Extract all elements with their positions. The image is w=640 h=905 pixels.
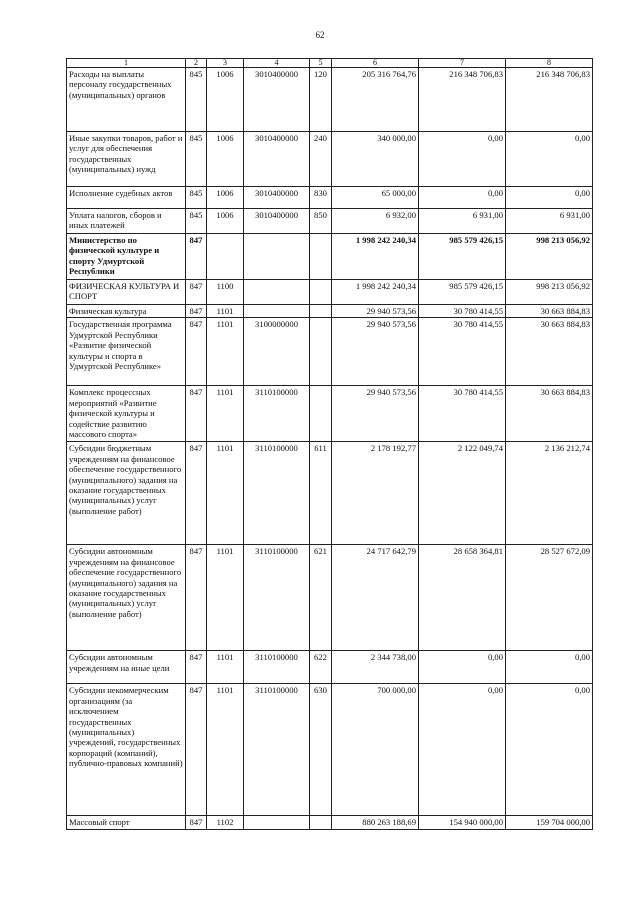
amount-cell: 154 940 000,00 bbox=[419, 816, 506, 829]
section-code-cell: 1101 bbox=[207, 545, 244, 651]
ministry-code-cell: 845 bbox=[186, 209, 207, 234]
amount-cell: 0,00 bbox=[419, 651, 506, 684]
target-article-cell: 3010400000 bbox=[244, 132, 310, 187]
ministry-code-cell: 845 bbox=[186, 187, 207, 209]
amount-cell: 29 940 573,56 bbox=[332, 305, 419, 318]
row-name-cell: Субсидии автономным учреждениям на иные цели bbox=[67, 651, 186, 684]
target-article-cell bbox=[244, 816, 310, 829]
row-name-cell: Государственная программа Удмуртской Республики «Развитие физической культуры и спорта в Удмуртской Республике» bbox=[67, 318, 186, 386]
amount-cell: 30 780 414,55 bbox=[419, 386, 506, 442]
target-article-cell bbox=[244, 305, 310, 318]
table-row bbox=[67, 816, 593, 829]
table-row bbox=[67, 280, 593, 305]
row-name-cell: Физическая культура bbox=[67, 305, 186, 318]
header-cell: 8 bbox=[506, 59, 593, 68]
section-code-cell: 1006 bbox=[207, 68, 244, 132]
amount-cell: 700 000,00 bbox=[332, 684, 419, 816]
table-row bbox=[67, 651, 593, 684]
amount-cell: 29 940 573,56 bbox=[332, 318, 419, 386]
section-code-cell: 1101 bbox=[207, 386, 244, 442]
target-article-cell bbox=[244, 280, 310, 305]
amount-cell: 2 122 049,74 bbox=[419, 442, 506, 545]
amount-cell: 985 579 426,15 bbox=[419, 234, 506, 280]
expense-type-cell: 630 bbox=[310, 684, 332, 816]
section-code-cell: 1101 bbox=[207, 684, 244, 816]
amount-cell: 6 932,00 bbox=[332, 209, 419, 234]
amount-cell: 998 213 056,92 bbox=[506, 280, 593, 305]
amount-cell: 998 213 056,92 bbox=[506, 234, 593, 280]
header-cell: 5 bbox=[310, 59, 332, 68]
amount-cell: 30 663 884,83 bbox=[506, 386, 593, 442]
ministry-code-cell: 847 bbox=[186, 280, 207, 305]
amount-cell: 29 940 573,56 bbox=[332, 386, 419, 442]
table-row bbox=[67, 209, 593, 234]
budget-table bbox=[66, 58, 593, 830]
ministry-code-cell: 847 bbox=[186, 442, 207, 545]
section-code-cell bbox=[207, 234, 244, 280]
amount-cell: 2 178 192,77 bbox=[332, 442, 419, 545]
row-name-cell: Субсидии автономным учреждениям на финансовое обеспечение государственного (муниципального) задания на оказание государственных (муниципальных) услуг (выполнение работ) bbox=[67, 545, 186, 651]
amount-cell: 6 931,00 bbox=[419, 209, 506, 234]
ministry-code-cell: 847 bbox=[186, 651, 207, 684]
amount-cell: 985 579 426,15 bbox=[419, 280, 506, 305]
amount-cell: 0,00 bbox=[419, 132, 506, 187]
header-cell: 1 bbox=[67, 59, 186, 68]
ministry-code-cell: 845 bbox=[186, 132, 207, 187]
table-row bbox=[67, 132, 593, 187]
header-cell: 3 bbox=[207, 59, 244, 68]
amount-cell: 159 704 000,00 bbox=[506, 816, 593, 829]
row-name-cell: Иные закупки товаров, работ и услуг для обеспечения государственных (муниципальных) нужд bbox=[67, 132, 186, 187]
amount-cell: 880 263 188,69 bbox=[332, 816, 419, 829]
table-row bbox=[67, 545, 593, 651]
row-name-cell: Комплекс процессных мероприятий «Развитие физической культуры и содействие развитию массового спорта» bbox=[67, 386, 186, 442]
ministry-code-cell: 845 bbox=[186, 68, 207, 132]
section-code-cell: 1101 bbox=[207, 442, 244, 545]
amount-cell: 1 998 242 240,34 bbox=[332, 234, 419, 280]
amount-cell: 28 527 672,09 bbox=[506, 545, 593, 651]
target-article-cell: 3010400000 bbox=[244, 187, 310, 209]
section-code-cell: 1101 bbox=[207, 318, 244, 386]
header-cell: 7 bbox=[419, 59, 506, 68]
section-code-cell: 1006 bbox=[207, 132, 244, 187]
amount-cell: 24 717 642,79 bbox=[332, 545, 419, 651]
expense-type-cell: 850 bbox=[310, 209, 332, 234]
amount-cell: 1 998 242 240,34 bbox=[332, 280, 419, 305]
amount-cell: 30 780 414,55 bbox=[419, 318, 506, 386]
row-name-cell: Расходы на выплаты персоналу государственных (муниципальных) органов bbox=[67, 68, 186, 132]
header-cell: 6 bbox=[332, 59, 419, 68]
row-name-cell: Исполнение судебных актов bbox=[67, 187, 186, 209]
row-name-cell: ФИЗИЧЕСКАЯ КУЛЬТУРА И СПОРТ bbox=[67, 280, 186, 305]
amount-cell: 2 136 212,74 bbox=[506, 442, 593, 545]
ministry-code-cell: 847 bbox=[186, 816, 207, 829]
ministry-code-cell: 847 bbox=[186, 318, 207, 386]
table-row bbox=[67, 386, 593, 442]
table-row bbox=[67, 318, 593, 386]
table-row bbox=[67, 187, 593, 209]
expense-type-cell: 120 bbox=[310, 68, 332, 132]
section-code-cell: 1101 bbox=[207, 651, 244, 684]
ministry-code-cell: 847 bbox=[186, 234, 207, 280]
table-row bbox=[67, 442, 593, 545]
section-code-cell: 1101 bbox=[207, 305, 244, 318]
expense-type-cell bbox=[310, 386, 332, 442]
amount-cell: 216 348 706,83 bbox=[419, 68, 506, 132]
amount-cell: 216 348 706,83 bbox=[506, 68, 593, 132]
expense-type-cell: 622 bbox=[310, 651, 332, 684]
row-name-cell: Министерство по физической культуре и спорту Удмуртской Республики bbox=[67, 234, 186, 280]
expense-type-cell: 611 bbox=[310, 442, 332, 545]
header-cell: 4 bbox=[244, 59, 310, 68]
amount-cell: 0,00 bbox=[506, 684, 593, 816]
amount-cell: 30 663 884,83 bbox=[506, 318, 593, 386]
amount-cell: 30 780 414,55 bbox=[419, 305, 506, 318]
page-number: 62 bbox=[315, 30, 325, 40]
amount-cell: 30 663 884,83 bbox=[506, 305, 593, 318]
amount-cell: 205 316 764,76 bbox=[332, 68, 419, 132]
row-name-cell: Субсидии бюджетным учреждениям на финансовое обеспечение государственного (муниципального) задания на оказание государственных (муниципальных) услуг (выполнение работ) bbox=[67, 442, 186, 545]
amount-cell: 65 000,00 bbox=[332, 187, 419, 209]
expense-type-cell bbox=[310, 318, 332, 386]
table-header-row bbox=[67, 59, 593, 68]
row-name-cell: Массовый спорт bbox=[67, 816, 186, 829]
target-article-cell: 3110100000 bbox=[244, 651, 310, 684]
expense-type-cell bbox=[310, 280, 332, 305]
table-row bbox=[67, 305, 593, 318]
amount-cell: 0,00 bbox=[419, 187, 506, 209]
amount-cell: 28 658 364,81 bbox=[419, 545, 506, 651]
amount-cell: 6 931,00 bbox=[506, 209, 593, 234]
ministry-code-cell: 847 bbox=[186, 545, 207, 651]
amount-cell: 2 344 738,00 bbox=[332, 651, 419, 684]
target-article-cell: 3010400000 bbox=[244, 209, 310, 234]
target-article-cell: 3100000000 bbox=[244, 318, 310, 386]
expense-type-cell bbox=[310, 816, 332, 829]
expense-type-cell bbox=[310, 234, 332, 280]
amount-cell: 340 000,00 bbox=[332, 132, 419, 187]
ministry-code-cell: 847 bbox=[186, 305, 207, 318]
amount-cell: 0,00 bbox=[506, 132, 593, 187]
table-row bbox=[67, 68, 593, 132]
target-article-cell: 3110100000 bbox=[244, 545, 310, 651]
expense-type-cell bbox=[310, 305, 332, 318]
expense-type-cell: 240 bbox=[310, 132, 332, 187]
section-code-cell: 1006 bbox=[207, 209, 244, 234]
amount-cell: 0,00 bbox=[419, 684, 506, 816]
amount-cell: 0,00 bbox=[506, 651, 593, 684]
amount-cell: 0,00 bbox=[506, 187, 593, 209]
ministry-code-cell: 847 bbox=[186, 386, 207, 442]
table-row bbox=[67, 684, 593, 816]
target-article-cell: 3110100000 bbox=[244, 442, 310, 545]
table-row bbox=[67, 234, 593, 280]
ministry-code-cell: 847 bbox=[186, 684, 207, 816]
row-name-cell: Уплата налогов, сборов и иных платежей bbox=[67, 209, 186, 234]
expense-type-cell: 830 bbox=[310, 187, 332, 209]
expense-type-cell: 621 bbox=[310, 545, 332, 651]
section-code-cell: 1102 bbox=[207, 816, 244, 829]
target-article-cell: 3010400000 bbox=[244, 68, 310, 132]
header-cell: 2 bbox=[186, 59, 207, 68]
section-code-cell: 1006 bbox=[207, 187, 244, 209]
target-article-cell: 3110100000 bbox=[244, 684, 310, 816]
target-article-cell: 3110100000 bbox=[244, 386, 310, 442]
row-name-cell: Субсидии некоммерческим организациям (за исключением государственных (муниципальных) учреждений, государственных корпораций (компаний), публично-правовых компаний) bbox=[67, 684, 186, 816]
section-code-cell: 1100 bbox=[207, 280, 244, 305]
target-article-cell bbox=[244, 234, 310, 280]
